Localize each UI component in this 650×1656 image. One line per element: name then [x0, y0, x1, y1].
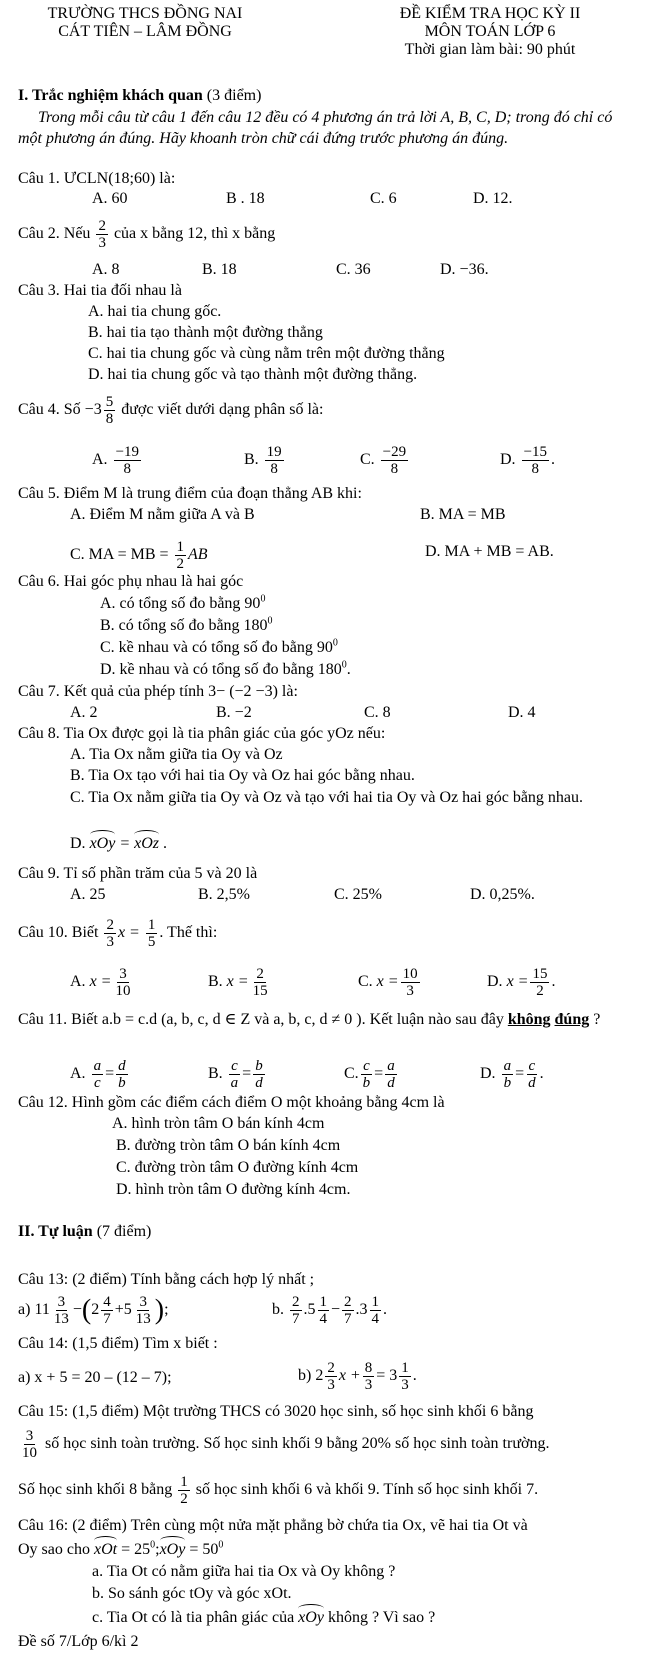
q10-b-fraction [251, 966, 270, 999]
q13-a-label: a) [18, 1301, 31, 1319]
q8-d-angle-left: xOy [89, 835, 116, 852]
q13-part-b [272, 1294, 387, 1327]
q10-a-x: x = [89, 973, 112, 991]
q16-degree2: 0 [218, 1539, 224, 1551]
q7-option-c: C. 8 [364, 704, 391, 721]
q11-c-frac2 [385, 1058, 397, 1091]
q13-a-plus: + [114, 1301, 124, 1319]
q11-a-eq: = [105, 1065, 115, 1083]
q14-b-end: . [412, 1367, 417, 1385]
part1-title: I. Trắc nghiệm khách quan [18, 87, 203, 104]
q15-text2: số học sinh toàn trường. Số học sinh khối 9 bằng 20% số học sinh toàn trường. [45, 1435, 550, 1453]
q10-d-num: 15 [532, 966, 548, 982]
q13-a-frac3 [134, 1294, 153, 1327]
q8-d-angle-right: xOz [134, 835, 160, 852]
q2-fraction [96, 218, 108, 251]
q11-option-d [480, 1058, 544, 1091]
q13-a-open-paren: ( [81, 1294, 92, 1326]
q9-option-b: B. 2,5% [198, 886, 250, 903]
q13-a-close-paren: ) [154, 1294, 165, 1326]
q11-a-frac2 [116, 1058, 128, 1091]
q14-b-d1: 3 [327, 1377, 335, 1393]
q8-option-c: C. Tia Ox nằm giữa tia Oy và Oz và tạo với hai tia Oy và Oz hai góc bằng nhau. [70, 789, 584, 806]
q14-b-x: x + [338, 1367, 361, 1385]
q14-b-whole1: 2 [315, 1367, 324, 1385]
q11-a-d1: c [93, 1075, 101, 1091]
q13-b-n3: 2 [344, 1294, 352, 1310]
q13-b-minus: − [331, 1301, 341, 1319]
q10-c-label: C. [358, 973, 373, 991]
q11-d-n1: a [503, 1058, 512, 1074]
q10-d2: 5 [147, 934, 156, 950]
school-name: TRƯỜNG THCS ĐỒNG NAI [47, 5, 243, 22]
school-location: CÁT TIÊN – LÂM ĐỒNG [58, 23, 232, 40]
q2-num: 2 [98, 218, 106, 234]
q16-line1: Câu 16: (2 điểm) Trên cùng một nửa mặt phẳng bờ chứa tia Ox, vẽ hai tia Ot và [18, 1517, 528, 1534]
q11-a-d2: b [118, 1075, 126, 1091]
q15-n1: 3 [25, 1428, 34, 1444]
q9-option-d: D. 0,25%. [470, 886, 535, 903]
q5-option-b: B. MA = MB [420, 506, 506, 523]
q13-b-mid2: .3 [355, 1301, 368, 1319]
q11-text: Câu 11. Biết a.b = c.d (a, b, c, d ∈ Z và a, b, c, d ≠ 0 ). Kết luận nào sau đây [18, 1011, 504, 1028]
q10-a-label: A. [70, 973, 86, 991]
q13-a-d3: 13 [135, 1311, 151, 1327]
q4-option-b [244, 444, 286, 477]
q11-c-n2: a [387, 1058, 395, 1074]
q5-c-post: AB [188, 546, 208, 564]
q4-b-num: 19 [266, 444, 282, 460]
part1-instructions: Trong mỗi câu từ câu 1 đến câu 12 đều có 4 phương án trả lời A, B, C, D; trong đó chỉ có một phương án đúng. Hãy khoanh tròn chữ cái đứng trước phương án đúng. [18, 109, 613, 147]
q4-num: 5 [105, 394, 114, 410]
q14-b-eq: = 3 [376, 1367, 398, 1385]
q13-b-frac3 [342, 1294, 354, 1327]
q7-stem: Câu 7. Kết quả của phép tính 3− (−2 −3) là: [18, 683, 298, 700]
q10-stem [18, 917, 217, 950]
q13-b-n2: 1 [319, 1294, 327, 1310]
q11-a-n1: a [93, 1058, 102, 1074]
q1-option-a: A. 60 [92, 190, 128, 207]
q4-den: 8 [105, 411, 114, 427]
q10-c-den: 3 [406, 983, 414, 999]
q13-b-n1: 2 [292, 1294, 300, 1310]
q6-option-d [100, 660, 351, 680]
q10-c-num: 10 [402, 966, 418, 982]
q14-b-d2: 3 [364, 1377, 373, 1393]
q11-b-eq: = [242, 1065, 252, 1083]
exam-time: Thời gian làm bài: 90 phút [404, 41, 576, 58]
q6-option-c [100, 638, 338, 658]
q13-a-frac2 [101, 1294, 113, 1327]
q5-c-num: 1 [176, 539, 185, 555]
q8-option-b: B. Tia Ox tạo với hai tia Oy và Oz hai góc bằng nhau. [70, 767, 415, 784]
q10-n2: 1 [147, 917, 156, 933]
q7-option-b: B. −2 [216, 704, 252, 721]
q11-a-frac1 [92, 1058, 104, 1091]
q11-c-label: C. [344, 1065, 359, 1083]
q13-a-whole1: 11 [34, 1301, 50, 1319]
page-footer: Đề số 7/Lớp 6/kì 2 [18, 1633, 139, 1650]
q9-stem: Câu 9. Tỉ số phần trăm của 5 và 20 là [18, 865, 258, 882]
q4-d-fraction [522, 444, 549, 477]
q2-option-b: B. 18 [202, 261, 237, 278]
q10-n1: 2 [106, 917, 114, 933]
q13-a-end: ; [164, 1301, 169, 1319]
q11-c-d2: d [387, 1075, 395, 1091]
q10-option-c [358, 966, 422, 999]
q5-c-fraction [175, 539, 187, 572]
q11-c-d1: b [362, 1075, 371, 1091]
q12-option-a: A. hình tròn tâm O bán kính 4cm [112, 1115, 325, 1132]
q10-a-num: 3 [119, 966, 127, 982]
q13-a-d2: 7 [103, 1311, 111, 1327]
q6-d-end: . [346, 661, 351, 678]
q11-option-a [70, 1058, 130, 1091]
q11-b-d2: d [255, 1075, 263, 1091]
q4-c-label: C. [360, 451, 375, 469]
q14-b-label: b) [298, 1367, 312, 1385]
q11-option-b [208, 1058, 267, 1091]
q13-b-d3: 7 [344, 1311, 352, 1327]
q4-b-fraction [265, 444, 284, 477]
q2-den: 3 [98, 235, 106, 251]
q16-sep: ; [155, 1541, 160, 1558]
q4-a-num: −19 [115, 444, 140, 460]
q8-d-eq: = [115, 835, 135, 852]
q4-c-den: 8 [390, 461, 399, 477]
q13-a-n3: 3 [139, 1294, 147, 1310]
q11-d-d1: b [503, 1075, 512, 1091]
q3-option-d: D. hai tia chung gốc và tạo thành một đường thẳng. [88, 366, 418, 383]
q4-whole: −3 [84, 401, 102, 419]
exam-title: ĐỀ KIỂM TRA HỌC KỲ II [399, 5, 581, 22]
q4-stem [18, 394, 323, 427]
q10-d-end: . [551, 973, 556, 991]
q13-a-minus: − [72, 1301, 82, 1319]
q16-c-pre: c. Tia Ot có là tia phân giác của [92, 1609, 295, 1626]
q4-d-end: . [551, 451, 556, 469]
q3-stem: Câu 3. Hai tia đối nhau là [18, 282, 182, 299]
q4-b-den: 8 [270, 461, 278, 477]
q11-stem [18, 1009, 633, 1030]
q6-stem: Câu 6. Hai góc phụ nhau là hai góc [18, 573, 244, 590]
q10-b-num: 2 [256, 966, 264, 982]
q16-c-post: không ? Vì sao ? [327, 1609, 436, 1626]
q10-a-fraction [113, 966, 132, 999]
q10-b-label: B. [208, 973, 223, 991]
q15-line3 [18, 1474, 538, 1507]
q15-line2 [18, 1428, 549, 1461]
q10-b-den: 15 [252, 983, 268, 999]
q4-d-den: 8 [531, 461, 540, 477]
q3-option-c: C. hai tia chung gốc và cùng nằm trên một đường thẳng [88, 345, 445, 362]
q6-b-degree: 0 [267, 615, 273, 627]
q11-a-n2: d [118, 1058, 126, 1074]
q10-c-x: x = [376, 973, 399, 991]
q11-b-frac2 [253, 1058, 265, 1091]
q6-c-degree: 0 [332, 637, 338, 649]
q16-c-angle: xOy [298, 1609, 324, 1626]
q1-option-d: D. 12. [473, 190, 513, 207]
q16-degree1: 0 [150, 1539, 156, 1551]
q15-d2: 2 [180, 1491, 188, 1507]
q13-a-n2: 4 [103, 1294, 111, 1310]
q14-b-frac3 [399, 1360, 411, 1393]
q12-option-b: B. đường tròn tâm O bán kính 4cm [116, 1137, 341, 1154]
q16-value1: = 25 [117, 1541, 151, 1558]
q11-b-d1: a [230, 1075, 239, 1091]
q14-b-n1: 2 [327, 1360, 335, 1376]
q5-option-c [70, 539, 208, 572]
q4-fraction [104, 394, 116, 427]
q7-option-d: D. 4 [508, 704, 536, 721]
q3-option-a: A. hai tia chung gốc. [88, 303, 222, 320]
q9-option-c: C. 25% [334, 886, 382, 903]
q13-b-frac2 [318, 1294, 330, 1327]
q16-value2: = 50 [185, 1541, 219, 1558]
q2-post: của x bằng 12, thì x bằng [113, 225, 276, 243]
q15-d1: 10 [22, 1445, 37, 1461]
q14-part-b [298, 1360, 417, 1393]
q13-part-a [18, 1294, 169, 1327]
q13-b-d2: 4 [319, 1311, 327, 1327]
q4-a-den: 8 [123, 461, 132, 477]
q16-angle-xot: xOt [93, 1541, 118, 1558]
q4-option-c [360, 444, 410, 477]
q5-option-a: A. Điểm M nằm giữa A và B [70, 506, 255, 523]
q6-c-text: C. kề nhau và có tổng số đo bằng 90 [100, 639, 333, 656]
q11-d-frac2 [526, 1058, 538, 1091]
q4-d-num: −15 [523, 444, 548, 460]
q7-option-a: A. 2 [70, 704, 98, 721]
q10-a-den: 10 [115, 983, 131, 999]
q15-frac2 [178, 1474, 190, 1507]
q4-pre: Câu 4. Số [18, 401, 81, 419]
q10-d-fraction [530, 966, 549, 999]
q11-b-frac1 [229, 1058, 241, 1091]
q11-b-label: B. [208, 1065, 223, 1083]
q10-option-a [70, 966, 134, 999]
q11-c-n1: c [363, 1058, 370, 1074]
q6-a-text: A. có tổng số đo bằng 90 [100, 595, 261, 612]
q8-stem: Câu 8. Tia Ox được gọi là tia phân giác của góc yOz nếu: [18, 725, 386, 742]
q2-option-d: D. −36. [440, 261, 489, 278]
q10-frac1 [104, 917, 116, 950]
q10-d-x: x = [506, 973, 529, 991]
q9-option-a: A. 25 [70, 886, 106, 903]
exam-subject: MÔN TOÁN LỚP 6 [424, 23, 556, 40]
q8-d-label: D. [70, 835, 86, 852]
q11-d-end: . [539, 1065, 544, 1083]
q5-c-pre: C. MA = MB = [70, 546, 169, 564]
q14-part-a: a) x + 5 = 20 – (12 – 7); [18, 1369, 172, 1386]
q13-a-n1: 3 [57, 1294, 66, 1310]
q11-option-c [344, 1058, 399, 1091]
q11-d-label: D. [480, 1065, 496, 1083]
q11-c-eq: = [374, 1065, 384, 1083]
q13-b-n4: 1 [371, 1294, 380, 1310]
q13-a-whole2: 2 [91, 1301, 100, 1319]
q4-d-label: D. [500, 451, 516, 469]
q11-c-frac1 [361, 1058, 373, 1091]
q15-n2: 1 [180, 1474, 188, 1490]
q1-option-b: B . 18 [226, 190, 265, 207]
q15-pre3: Số học sinh khối 8 bằng [18, 1481, 173, 1499]
q13-b-frac1 [290, 1294, 302, 1327]
q14-b-frac2 [363, 1360, 375, 1393]
q14-b-frac1 [325, 1360, 337, 1393]
q13-b-label: b. [272, 1301, 284, 1319]
q6-option-b [100, 616, 273, 636]
q13-a-frac1 [52, 1294, 71, 1327]
q10-option-b [208, 966, 272, 999]
q11-d-d2: d [528, 1075, 536, 1091]
q16-part-c [92, 1608, 435, 1628]
q6-b-text: B. có tổng số đo bằng 180 [100, 617, 268, 634]
q4-option-d [500, 444, 555, 477]
q15-frac1 [20, 1428, 39, 1461]
q12-option-d: D. hình tròn tâm O đường kính 4cm. [116, 1181, 351, 1198]
q13-b-d4: 4 [371, 1311, 380, 1327]
q11-emphasis-not: không [507, 1011, 551, 1028]
part2-title: II. Tự luận [18, 1223, 93, 1240]
q15-post3: số học sinh khối 6 và khối 9. Tính số học sinh khối 7. [195, 1481, 539, 1499]
q12-stem: Câu 12. Hình gồm các điểm cách điểm O một khoảng bằng 4cm là [18, 1094, 445, 1111]
q4-c-fraction [381, 444, 408, 477]
part2-points: (7 điểm) [96, 1223, 152, 1240]
q16-line2 [18, 1540, 223, 1560]
q10-c-fraction [401, 966, 420, 999]
q1-option-c: C. 6 [370, 190, 397, 207]
q4-post: được viết dưới dạng phân số là: [121, 401, 324, 419]
q1-stem: Câu 1. ƯCLN(18;60) là: [18, 170, 176, 187]
q13-b-d1: 7 [292, 1311, 300, 1327]
q5-c-den: 2 [176, 556, 185, 572]
q10-post: . Thế thì: [159, 924, 218, 942]
q14-b-n2: 8 [364, 1360, 373, 1376]
part2-heading [18, 1222, 151, 1242]
q4-c-num: −29 [382, 444, 407, 460]
q2-option-a: A. 8 [92, 261, 120, 278]
q15-line1: Câu 15: (1,5 điểm) Một trường THCS có 3020 học sinh, số học sinh khối 6 bằng [18, 1403, 534, 1420]
part1-points: (3 điểm) [206, 87, 262, 104]
q10-frac2 [146, 917, 158, 950]
q11-a-label: A. [70, 1065, 86, 1083]
part1-heading [18, 86, 261, 106]
q8-d-end: . [159, 835, 168, 852]
q11-end: ? [589, 1011, 601, 1028]
q4-b-label: B. [244, 451, 259, 469]
q13-stem: Câu 13: (2 điểm) Tính bằng cách hợp lý nhất ; [18, 1271, 315, 1288]
q11-b-n2: b [255, 1058, 263, 1074]
q8-option-d [70, 834, 167, 854]
q2-stem [18, 218, 275, 251]
q4-a-label: A. [92, 451, 108, 469]
q2-pre: Câu 2. Nếu [18, 225, 91, 243]
q3-option-b: B. hai tia tạo thành một đường thẳng [88, 324, 323, 341]
q4-a-fraction [114, 444, 141, 477]
q16-angle-xoy: xOy [159, 1541, 186, 1558]
q11-d-eq: = [515, 1065, 525, 1083]
q4-option-a [92, 444, 143, 477]
q11-d-n2: c [528, 1058, 536, 1074]
q11-emphasis-correct: đúng [554, 1011, 590, 1028]
q16-part-b: b. So sánh góc tOy và góc xOt. [92, 1585, 292, 1602]
q8-option-a: A. Tia Ox nằm giữa tia Oy và Oz [70, 746, 283, 763]
q13-b-frac4 [370, 1294, 382, 1327]
q2-option-c: C. 36 [336, 261, 371, 278]
q10-d-den: 2 [536, 983, 544, 999]
q6-a-degree: 0 [260, 593, 266, 605]
q14-b-n3: 1 [401, 1360, 409, 1376]
q6-option-a [100, 594, 265, 614]
q10-b-x: x = [226, 973, 249, 991]
q13-b-end: . [383, 1301, 388, 1319]
q6-d-text: D. kề nhau và có tổng số đo bằng 180 [100, 661, 342, 678]
q5-stem: Câu 5. Điểm M là trung điểm của đoạn thẳng AB khi: [18, 485, 362, 502]
q10-pre: Câu 10. Biết [18, 924, 99, 942]
q14-b-d3: 3 [401, 1377, 409, 1393]
q12-option-c: C. đường tròn tâm O đường kính 4cm [116, 1159, 359, 1176]
q13-a-d1: 13 [53, 1311, 69, 1327]
q11-b-n1: c [231, 1058, 238, 1074]
q16-pre: Oy sao cho [18, 1541, 90, 1558]
q10-option-d [487, 966, 555, 999]
q6-d-degree: 0 [341, 659, 347, 671]
q14-stem: Câu 14: (1,5 điểm) Tìm x biết : [18, 1335, 218, 1352]
q10-d-label: D. [487, 973, 503, 991]
q5-option-d: D. MA + MB = AB. [425, 543, 554, 560]
q10-x: x = [117, 924, 140, 942]
q10-d1: 3 [106, 934, 114, 950]
q13-b-mid1: .5 [303, 1301, 316, 1319]
q11-d-frac1 [502, 1058, 514, 1091]
q13-a-whole3: 5 [123, 1301, 132, 1319]
q16-part-a: a. Tia Ot có nằm giữa hai tia Ox và Oy không ? [92, 1563, 396, 1580]
